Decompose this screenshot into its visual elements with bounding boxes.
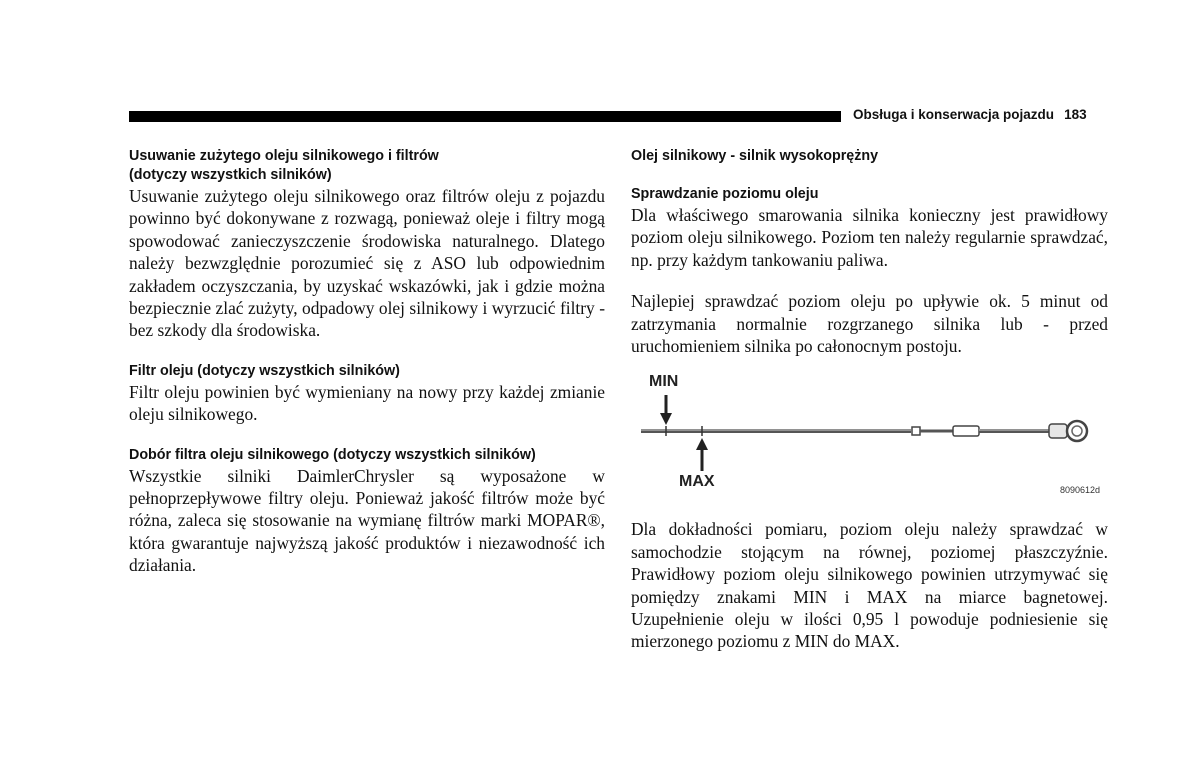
oil-check-paragraph-2: Najlepiej sprawdzać poziom oleju po upływie ok. 5 minut od zatrzymania normalnie rozgrzanego silnika lub - przed uruchomieniem silnika po całonocnym postoju. [631, 291, 1108, 357]
header-rule [129, 111, 841, 122]
section-heading-oil-filter: Filtr oleju (dotyczy wszystkich silników) [129, 362, 400, 379]
section-title-diesel-oil: Olej silnikowy - silnik wysokoprężny [631, 148, 879, 164]
section-heading-filter-selection: Dobór filtra oleju silnikowego (dotyczy wszystkich silników) [129, 446, 536, 463]
left-column [129, 147, 605, 577]
section-heading-oil-check: Sprawdzanie poziomu oleju [631, 186, 819, 202]
right-column [631, 147, 1108, 653]
running-header [853, 107, 1087, 122]
oil-check-paragraph-1: Dla właściwego smarowania silnika konieczny jest prawidłowy poziom oleju silnikowego. Poziom ten należy regularnie sprawdzać, np. przy każdym tankowaniu paliwa. [631, 205, 1108, 270]
figure-code: 8090612d [1059, 485, 1100, 496]
section-heading-disposal-line2: (dotyczy wszystkich silników) [129, 167, 332, 183]
disposal-paragraph: Usuwanie zużytego oleju silnikowego oraz filtrów oleju z pojazdu powinno być dokonywane z rozwagą, ponieważ oleje i filtry mogą spowodować zanieczyszczenie środowiska naturalnego. Dlatego należy bezwzględnie porozumieć się z ASO lub odpowiednim zakładem oczyszczania, by uzyskać wskazówki, jak i gdzie można bezpiecznie zlać zużyty, odpadowy olej silnikowy i wyrzucić filtry - bez szkody dla środowiska. [129, 186, 605, 341]
oil-filter-paragraph: Filtr oleju powinien być wymieniany na nowy przy każdej zmianie oleju silnikowego. [129, 381, 605, 425]
header-title: Obsługa i konserwacja pojazdu [853, 107, 1055, 122]
section-heading-disposal [129, 147, 605, 185]
min-label: MIN [649, 373, 679, 391]
section-heading-disposal-line1: Usuwanie zużytego oleju silnikowego i filtrów [129, 148, 439, 164]
page-number: 183 [1064, 107, 1087, 122]
max-label: MAX [679, 473, 715, 491]
dipstick-figure [631, 373, 1108, 506]
filter-selection-paragraph: Wszystkie silniki DaimlerChrysler są wyposażone w pełnoprzepływowe filtry oleju. Ponieważ jakość filtrów może być różna, zaleca się stosowanie na wymianę filtrów marki MOPAR®, która gwarantuje najwyższą jakość produktów i niezawodność ich działania. [129, 465, 605, 576]
oil-check-paragraph-3: Dla dokładności pomiaru, poziom oleju należy sprawdzać w samochodzie stojącym na równej, poziomej płaszczyźnie. Prawidłowy poziom oleju silnikowego powinien utrzymywać się pomiędzy znakami MIN i MAX na miarce bagnetowej. Uzupełnienie oleju w ilości 0,95 l powoduje podniesienie się mierzonego poziomu z MIN do MAX. [631, 519, 1108, 652]
